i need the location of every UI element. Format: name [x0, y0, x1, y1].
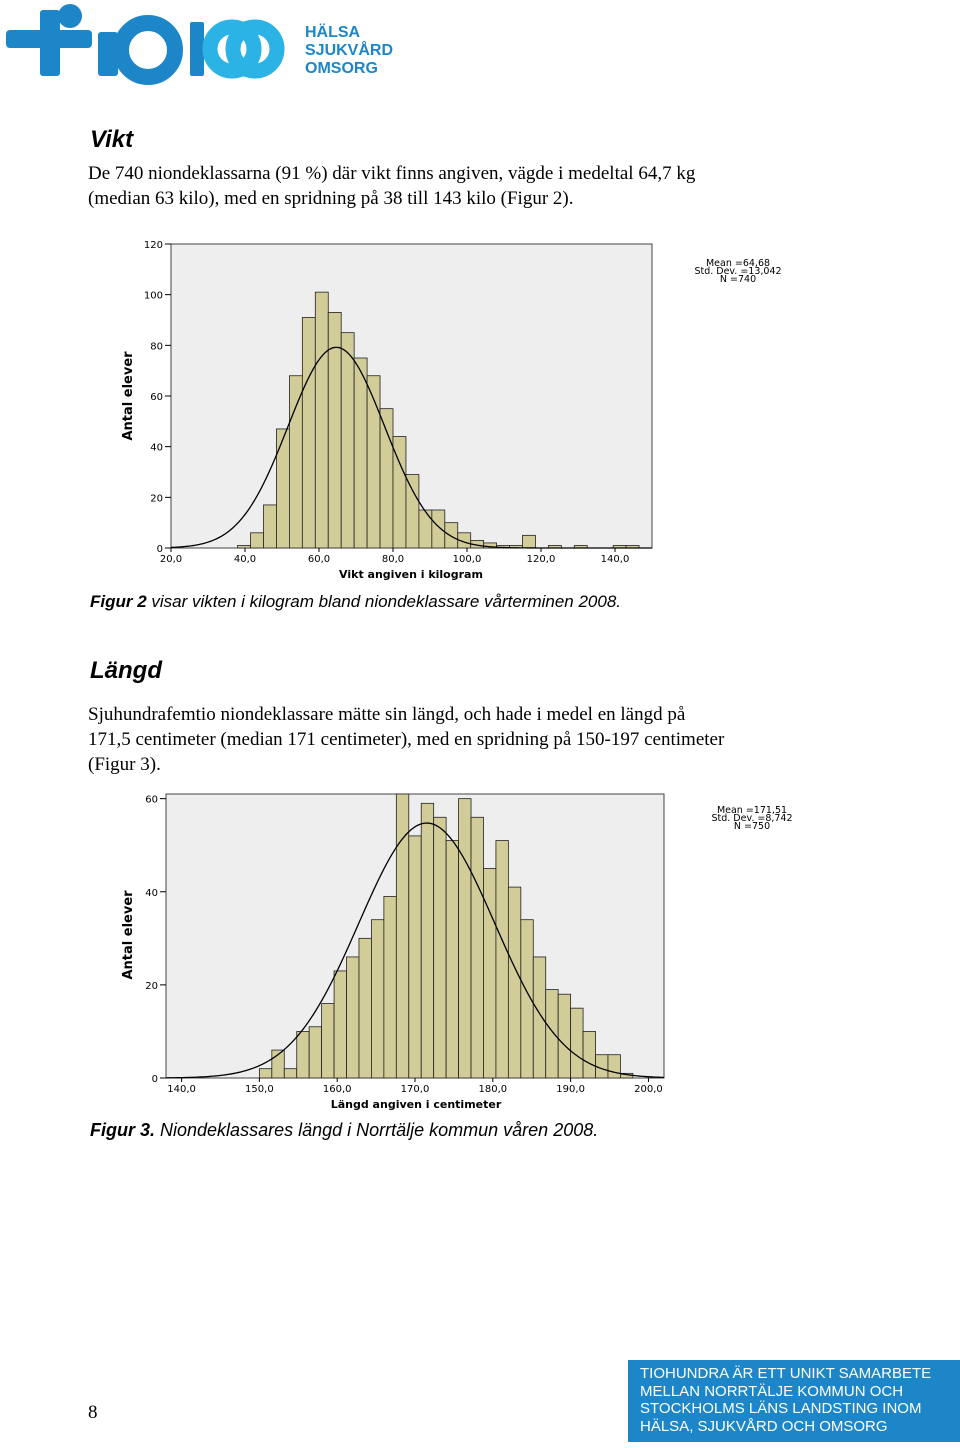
x-tick-label: 180,0	[478, 1084, 508, 1095]
height-histogram	[110, 790, 820, 1112]
histogram-bar	[434, 817, 446, 1078]
histogram-bar	[284, 1069, 296, 1078]
paragraph-line: De 740 niondeklassarna (91 %) där vikt finns angiven, vägde i medeltal 64,7 kg	[88, 163, 696, 184]
y-tick-label: 60	[145, 794, 158, 806]
histogram-bar	[396, 794, 408, 1078]
footer-box	[628, 1360, 960, 1442]
y-tick-label: 80	[150, 341, 163, 353]
stats-line: Mean =171,51	[716, 805, 788, 816]
histogram-bar	[421, 803, 433, 1078]
weight-histogram	[110, 238, 810, 583]
paragraph-line: (median 63 kilo), med en spridning på 38 till 143 kilo (Figur 2).	[88, 188, 574, 209]
y-tick-label: 120	[143, 240, 163, 251]
x-tick-label: 60,0	[307, 554, 331, 565]
heading-weight: Vikt	[90, 126, 134, 153]
histogram-bar	[471, 817, 483, 1078]
x-tick-label: 200,0	[634, 1084, 663, 1095]
page-number: 8	[88, 1402, 98, 1423]
y-tick-label: 60	[150, 392, 163, 403]
histogram-bar	[276, 429, 289, 548]
histogram-bar	[384, 896, 396, 1078]
histogram-bar	[496, 841, 508, 1078]
histogram-bar	[297, 1031, 309, 1078]
figure-3-caption	[90, 1120, 598, 1141]
histogram-bar	[508, 887, 520, 1078]
y-tick-label: 0	[151, 1074, 158, 1085]
histogram-bar	[367, 376, 380, 548]
x-axis-label: Vikt angiven i kilogram	[339, 568, 483, 581]
caption-bold: Figur 2	[90, 592, 147, 611]
stats-line: N =750	[733, 821, 771, 832]
histogram-bar	[571, 1008, 583, 1078]
histogram-bar	[523, 535, 536, 548]
x-tick-label: 190,0	[556, 1084, 585, 1095]
y-axis-label: Antal elever	[121, 890, 136, 980]
x-tick-label: 20,0	[159, 554, 183, 565]
histogram-bar	[419, 510, 432, 548]
paragraph-line: Sjuhundrafemtio niondeklassare mätte sin längd, och hade i medel en längd på	[88, 704, 686, 725]
paragraph-weight	[88, 161, 848, 211]
footer-line: TIOHUNDRA ÄR ETT UNIKT SAMARBETE	[640, 1365, 932, 1382]
caption-text: Niondeklassares längd i Norrtälje kommun våren 2008.	[155, 1120, 599, 1140]
x-tick-label: 40,0	[233, 554, 257, 565]
histogram-bar	[238, 545, 251, 548]
x-tick-label: 120,0	[526, 554, 556, 565]
footer-line: STOCKHOLMS LÄNS LANDSTING INOM	[640, 1400, 922, 1417]
logo-line-2: SJUKVÅRD	[305, 42, 394, 59]
histogram-bar	[459, 799, 471, 1078]
paragraph-line: (Figur 3).	[88, 754, 161, 775]
histogram-bar	[251, 533, 264, 548]
tio100-logo	[0, 0, 400, 90]
stats-line: Std. Dev. =8,742	[711, 813, 793, 824]
histogram-bar	[558, 994, 570, 1078]
x-axis-label: Längd angiven i centimeter	[330, 1098, 502, 1111]
footer-line: HÄLSA, SJUKVÅRD OCH OMSORG	[640, 1417, 888, 1435]
logo-line-3: OMSORG	[305, 60, 378, 77]
stats-line: Mean =64,68	[705, 258, 771, 269]
caption-bold: Figur 3.	[90, 1120, 156, 1140]
x-tick-label: 140,0	[600, 554, 630, 565]
histogram-bar	[546, 990, 558, 1078]
histogram-bar	[483, 868, 495, 1078]
x-tick-label: 80,0	[381, 554, 405, 565]
histogram-bar	[445, 523, 458, 548]
paragraph-height	[88, 702, 868, 777]
histogram-bar	[409, 836, 421, 1078]
histogram-bar	[583, 1031, 595, 1078]
histogram-bar	[347, 957, 359, 1078]
heading-height: Längd	[90, 657, 162, 684]
y-tick-label: 40	[145, 887, 158, 899]
histogram-bar	[302, 317, 315, 548]
histogram-bar	[608, 1055, 620, 1078]
histogram-bar	[264, 505, 277, 548]
histogram-bar	[359, 938, 371, 1078]
x-tick-label: 150,0	[245, 1084, 274, 1095]
x-tick-label: 160,0	[322, 1084, 352, 1095]
y-axis-label: Antal elever	[121, 351, 136, 441]
histogram-bar	[259, 1069, 271, 1078]
y-tick-label: 20	[150, 493, 163, 505]
stats-line: Std. Dev. =13,042	[694, 266, 782, 277]
x-tick-label: 140,0	[167, 1084, 196, 1095]
y-tick-label: 0	[156, 544, 163, 555]
histogram-bar	[322, 1004, 334, 1078]
histogram-bar	[289, 376, 302, 548]
histogram-bar	[533, 957, 545, 1078]
histogram-bar	[354, 358, 367, 548]
caption-text: visar vikten i kilogram bland niondeklassare vårterminen 2008.	[146, 592, 622, 611]
y-tick-label: 20	[145, 980, 158, 992]
histogram-bar	[446, 841, 458, 1078]
stats-line: N =740	[719, 274, 757, 285]
paragraph-line: 171,5 centimeter (median 171 centimeter), med en spridning på 150-197 centimeter	[88, 729, 725, 750]
histogram-bar	[371, 920, 383, 1078]
logo-line-1: HÄLSA	[305, 24, 361, 41]
y-tick-label: 40	[150, 442, 163, 454]
histogram-bar	[341, 333, 354, 548]
figure-2-caption	[90, 592, 621, 612]
y-tick-label: 100	[143, 290, 163, 302]
histogram-bar	[315, 292, 328, 548]
histogram-bar	[309, 1027, 321, 1078]
x-tick-label: 100,0	[452, 554, 482, 565]
footer-line: MELLAN NORRTÄLJE KOMMUN OCH	[640, 1382, 904, 1400]
histogram-bar	[334, 971, 346, 1078]
histogram-bar	[406, 475, 419, 548]
x-tick-label: 170,0	[400, 1084, 430, 1095]
histogram-bar	[432, 510, 445, 548]
